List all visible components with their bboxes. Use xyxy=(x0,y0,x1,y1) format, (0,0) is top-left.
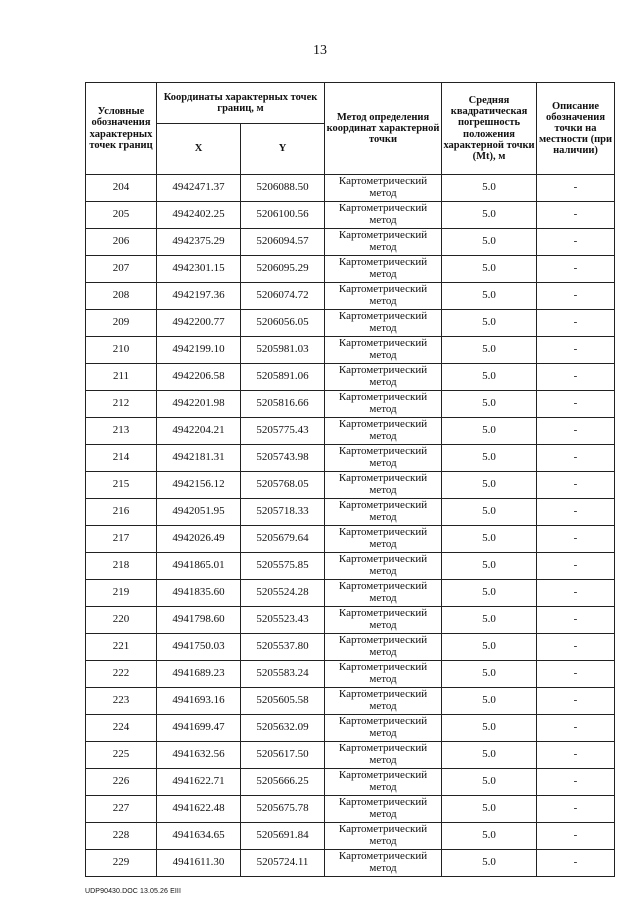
cell-description: - xyxy=(537,337,615,364)
cell-description: - xyxy=(537,715,615,742)
cell-point-id: 229 xyxy=(86,850,157,877)
cell-point-id: 209 xyxy=(86,310,157,337)
cell-description: - xyxy=(537,850,615,877)
table-row xyxy=(86,823,615,850)
cell-y: 5206095.29 xyxy=(241,256,325,283)
table-row xyxy=(86,796,615,823)
header-y: Y xyxy=(241,124,325,175)
cell-x: 4941693.16 xyxy=(157,688,241,715)
header-accuracy: Средняя квадратическая погрешность положения характерной точки (Mt), м xyxy=(442,83,537,175)
cell-method: Картометрический метод xyxy=(325,607,442,634)
cell-point-id: 227 xyxy=(86,796,157,823)
cell-description: - xyxy=(537,445,615,472)
cell-accuracy: 5.0 xyxy=(442,283,537,310)
cell-y: 5205679.64 xyxy=(241,526,325,553)
cell-method: Картометрический метод xyxy=(325,229,442,256)
cell-accuracy: 5.0 xyxy=(442,175,537,202)
cell-method: Картометрический метод xyxy=(325,850,442,877)
cell-x: 4942181.31 xyxy=(157,445,241,472)
cell-method: Картометрический метод xyxy=(325,526,442,553)
cell-method: Картометрический метод xyxy=(325,310,442,337)
cell-point-id: 217 xyxy=(86,526,157,553)
cell-description: - xyxy=(537,283,615,310)
cell-method: Картометрический метод xyxy=(325,553,442,580)
page-number: 13 xyxy=(313,43,327,58)
cell-description: - xyxy=(537,418,615,445)
header-coordinates: Координаты характерных точек границ, м xyxy=(157,83,325,124)
cell-method: Картометрический метод xyxy=(325,499,442,526)
cell-method: Картометрический метод xyxy=(325,688,442,715)
cell-y: 5205523.43 xyxy=(241,607,325,634)
cell-description: - xyxy=(537,472,615,499)
cell-description: - xyxy=(537,823,615,850)
cell-method: Картометрический метод xyxy=(325,661,442,688)
cell-method: Картометрический метод xyxy=(325,715,442,742)
table-row xyxy=(86,526,615,553)
cell-accuracy: 5.0 xyxy=(442,661,537,688)
table-row xyxy=(86,472,615,499)
cell-accuracy: 5.0 xyxy=(442,607,537,634)
cell-method: Картометрический метод xyxy=(325,445,442,472)
cell-point-id: 222 xyxy=(86,661,157,688)
table-row xyxy=(86,553,615,580)
cell-x: 4941622.48 xyxy=(157,796,241,823)
cell-accuracy: 5.0 xyxy=(442,850,537,877)
cell-y: 5205743.98 xyxy=(241,445,325,472)
cell-y: 5205718.33 xyxy=(241,499,325,526)
cell-y: 5205537.80 xyxy=(241,634,325,661)
cell-accuracy: 5.0 xyxy=(442,553,537,580)
cell-point-id: 206 xyxy=(86,229,157,256)
cell-point-id: 225 xyxy=(86,742,157,769)
cell-point-id: 215 xyxy=(86,472,157,499)
cell-point-id: 228 xyxy=(86,823,157,850)
cell-x: 4941699.47 xyxy=(157,715,241,742)
cell-y: 5205583.24 xyxy=(241,661,325,688)
cell-y: 5205775.43 xyxy=(241,418,325,445)
table-row xyxy=(86,202,615,229)
cell-accuracy: 5.0 xyxy=(442,229,537,256)
cell-point-id: 223 xyxy=(86,688,157,715)
cell-point-id: 205 xyxy=(86,202,157,229)
cell-y: 5205724.11 xyxy=(241,850,325,877)
cell-accuracy: 5.0 xyxy=(442,499,537,526)
cell-point-id: 208 xyxy=(86,283,157,310)
cell-accuracy: 5.0 xyxy=(442,742,537,769)
cell-x: 4942201.98 xyxy=(157,391,241,418)
table-row xyxy=(86,634,615,661)
cell-accuracy: 5.0 xyxy=(442,823,537,850)
cell-y: 5206100.56 xyxy=(241,202,325,229)
cell-point-id: 214 xyxy=(86,445,157,472)
table-row xyxy=(86,391,615,418)
cell-method: Картометрический метод xyxy=(325,796,442,823)
cell-y: 5206094.57 xyxy=(241,229,325,256)
cell-accuracy: 5.0 xyxy=(442,337,537,364)
cell-accuracy: 5.0 xyxy=(442,769,537,796)
cell-x: 4941835.60 xyxy=(157,580,241,607)
cell-point-id: 204 xyxy=(86,175,157,202)
cell-point-id: 212 xyxy=(86,391,157,418)
cell-y: 5205575.85 xyxy=(241,553,325,580)
cell-x: 4941750.03 xyxy=(157,634,241,661)
table-row xyxy=(86,445,615,472)
cell-x: 4941689.23 xyxy=(157,661,241,688)
header-method: Метод определения координат характерной точки xyxy=(325,83,442,175)
table-row xyxy=(86,661,615,688)
cell-description: - xyxy=(537,256,615,283)
cell-method: Картометрический метод xyxy=(325,283,442,310)
cell-x: 4941865.01 xyxy=(157,553,241,580)
cell-y: 5206056.05 xyxy=(241,310,325,337)
cell-method: Картометрический метод xyxy=(325,175,442,202)
cell-x: 4942471.37 xyxy=(157,175,241,202)
cell-accuracy: 5.0 xyxy=(442,715,537,742)
cell-method: Картометрический метод xyxy=(325,337,442,364)
cell-description: - xyxy=(537,526,615,553)
cell-method: Картометрический метод xyxy=(325,472,442,499)
cell-accuracy: 5.0 xyxy=(442,526,537,553)
cell-y: 5205605.58 xyxy=(241,688,325,715)
cell-y: 5205891.06 xyxy=(241,364,325,391)
cell-description: - xyxy=(537,229,615,256)
cell-description: - xyxy=(537,796,615,823)
cell-point-id: 221 xyxy=(86,634,157,661)
cell-x: 4941632.56 xyxy=(157,742,241,769)
table-row xyxy=(86,256,615,283)
coordinates-table xyxy=(85,82,615,877)
cell-y: 5205632.09 xyxy=(241,715,325,742)
cell-description: - xyxy=(537,553,615,580)
cell-accuracy: 5.0 xyxy=(442,364,537,391)
cell-accuracy: 5.0 xyxy=(442,445,537,472)
table-row xyxy=(86,364,615,391)
cell-y: 5206088.50 xyxy=(241,175,325,202)
table-row xyxy=(86,715,615,742)
cell-x: 4942199.10 xyxy=(157,337,241,364)
cell-point-id: 219 xyxy=(86,580,157,607)
cell-x: 4942200.77 xyxy=(157,310,241,337)
cell-x: 4942301.15 xyxy=(157,256,241,283)
cell-point-id: 224 xyxy=(86,715,157,742)
cell-x: 4942026.49 xyxy=(157,526,241,553)
header-description: Описание обозначения точки на местности (при наличии) xyxy=(537,83,615,175)
table-row xyxy=(86,229,615,256)
cell-description: - xyxy=(537,769,615,796)
table-row xyxy=(86,283,615,310)
cell-description: - xyxy=(537,175,615,202)
cell-method: Картометрический метод xyxy=(325,202,442,229)
cell-description: - xyxy=(537,391,615,418)
cell-description: - xyxy=(537,688,615,715)
table-body xyxy=(86,175,615,877)
table-row xyxy=(86,688,615,715)
cell-method: Картометрический метод xyxy=(325,634,442,661)
cell-description: - xyxy=(537,364,615,391)
cell-x: 4942051.95 xyxy=(157,499,241,526)
cell-accuracy: 5.0 xyxy=(442,580,537,607)
cell-method: Картометрический метод xyxy=(325,580,442,607)
cell-method: Картометрический метод xyxy=(325,364,442,391)
cell-accuracy: 5.0 xyxy=(442,391,537,418)
cell-method: Картометрический метод xyxy=(325,391,442,418)
cell-y: 5205816.66 xyxy=(241,391,325,418)
cell-accuracy: 5.0 xyxy=(442,472,537,499)
cell-y: 5205617.50 xyxy=(241,742,325,769)
cell-y: 5206074.72 xyxy=(241,283,325,310)
cell-point-id: 220 xyxy=(86,607,157,634)
cell-method: Картометрический метод xyxy=(325,823,442,850)
cell-y: 5205524.28 xyxy=(241,580,325,607)
cell-x: 4942204.21 xyxy=(157,418,241,445)
cell-point-id: 207 xyxy=(86,256,157,283)
cell-x: 4942156.12 xyxy=(157,472,241,499)
cell-x: 4941611.30 xyxy=(157,850,241,877)
cell-x: 4941634.65 xyxy=(157,823,241,850)
cell-method: Картометрический метод xyxy=(325,418,442,445)
table-row xyxy=(86,499,615,526)
cell-point-id: 210 xyxy=(86,337,157,364)
cell-y: 5205675.78 xyxy=(241,796,325,823)
cell-description: - xyxy=(537,661,615,688)
cell-y: 5205768.05 xyxy=(241,472,325,499)
cell-description: - xyxy=(537,202,615,229)
cell-x: 4941622.71 xyxy=(157,769,241,796)
cell-point-id: 216 xyxy=(86,499,157,526)
header-point-id: Условные обозначения характерных точек границ xyxy=(86,83,157,175)
cell-description: - xyxy=(537,580,615,607)
cell-y: 5205666.25 xyxy=(241,769,325,796)
cell-y: 5205691.84 xyxy=(241,823,325,850)
cell-x: 4942197.36 xyxy=(157,283,241,310)
cell-description: - xyxy=(537,607,615,634)
footer-doc-id: UDP90430.DOC 13.05.26 EIII xyxy=(85,888,181,895)
cell-accuracy: 5.0 xyxy=(442,202,537,229)
cell-x: 4942402.25 xyxy=(157,202,241,229)
cell-point-id: 211 xyxy=(86,364,157,391)
table-row xyxy=(86,418,615,445)
cell-accuracy: 5.0 xyxy=(442,256,537,283)
cell-x: 4941798.60 xyxy=(157,607,241,634)
cell-point-id: 213 xyxy=(86,418,157,445)
table-row xyxy=(86,337,615,364)
cell-description: - xyxy=(537,634,615,661)
table-row xyxy=(86,742,615,769)
cell-point-id: 226 xyxy=(86,769,157,796)
cell-description: - xyxy=(537,499,615,526)
cell-accuracy: 5.0 xyxy=(442,688,537,715)
table-row xyxy=(86,850,615,877)
cell-description: - xyxy=(537,742,615,769)
cell-accuracy: 5.0 xyxy=(442,310,537,337)
header-x: X xyxy=(157,124,241,175)
cell-accuracy: 5.0 xyxy=(442,418,537,445)
cell-accuracy: 5.0 xyxy=(442,796,537,823)
cell-description: - xyxy=(537,310,615,337)
cell-method: Картометрический метод xyxy=(325,256,442,283)
table-row xyxy=(86,175,615,202)
cell-accuracy: 5.0 xyxy=(442,634,537,661)
table-row xyxy=(86,580,615,607)
cell-point-id: 218 xyxy=(86,553,157,580)
cell-method: Картометрический метод xyxy=(325,769,442,796)
table-row xyxy=(86,769,615,796)
cell-x: 4942206.58 xyxy=(157,364,241,391)
cell-method: Картометрический метод xyxy=(325,742,442,769)
table-row xyxy=(86,310,615,337)
table-row xyxy=(86,607,615,634)
cell-x: 4942375.29 xyxy=(157,229,241,256)
cell-y: 5205981.03 xyxy=(241,337,325,364)
